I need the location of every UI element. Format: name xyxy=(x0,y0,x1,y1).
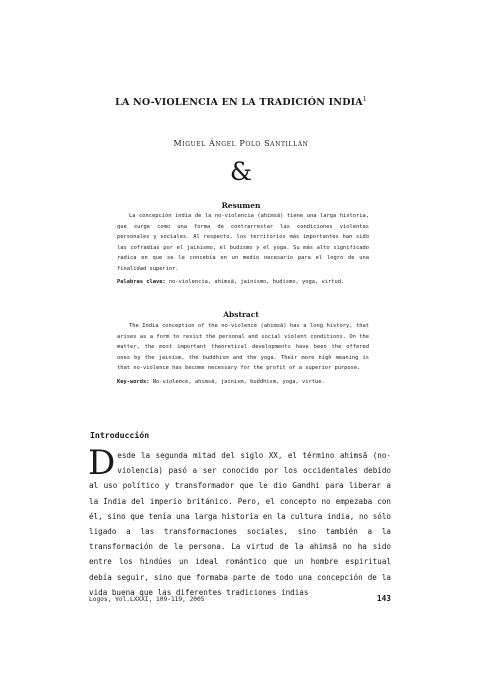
page-number: 143 xyxy=(376,594,391,603)
resumen-heading: Resumen xyxy=(221,201,261,210)
drop-cap: D xyxy=(88,443,116,483)
abstract-section xyxy=(117,321,369,387)
resumen-text: La concepción india de la no-violencia (ahimsā) tiene una larga historia, que surge como una forma de contrarrestar las condiciones violentas personales y sociales. Al respecto, los territorios más importantes han sido las cofradías por el jainismo, el budismo y el yoga. Su más alto significado radica en que se le concebía en un medio necesario para el logro de una finalidad superior. xyxy=(117,213,369,272)
article-title xyxy=(0,96,482,108)
journal-citation: Logos, Vol.LXXXI, 109-119, 2005 xyxy=(89,596,205,603)
resumen-keywords-label: Palabras clave: xyxy=(117,279,166,285)
abstract-keywords xyxy=(117,377,369,388)
introduccion-heading: Introducción xyxy=(90,430,150,440)
author-name: Miguel Ángel Polo Santillán xyxy=(173,139,309,148)
abstract-text: The India conception of the no-violence (ahimsā) has a long history, that arises as a form to resist the personal and social violent conditions. On the matter, the most important theoretical developments have been the offered ones by the jainism, the buddhism and the yoga. Their more high meaning is that no-violence has become necessary for the profit of a superior purpose. xyxy=(117,323,369,371)
title-text: LA NO-VIOLENCIA EN LA TRADICIÓN INDIA xyxy=(115,97,363,109)
abstract-heading: Abstract xyxy=(223,310,259,319)
resumen-keywords-list: no-violencia, ahimsā, jainismo, budismo, yoga, virtud. xyxy=(168,279,345,285)
abstract-keywords-label: Key-words: xyxy=(117,378,150,385)
introduccion-paragraph xyxy=(88,443,391,600)
resumen-section xyxy=(117,211,369,288)
title-footnote-marker[interactable]: 1 xyxy=(362,96,367,103)
resumen-keywords xyxy=(117,277,369,288)
abstract-keywords-list: No-violence, ahimsā, jainism, buddhism, yoga, virtue. xyxy=(152,378,325,385)
introduccion-body xyxy=(88,443,391,600)
introduccion-text: esde la segunda mitad del siglo XX, el término ahimsā (no-violencia) pasó a ser conocido por los occidentales debido al uso político y transformador que le dio Gandhi para liberar a la India del imperio británico. Pero, el concepto no empezaba con él, sino que tenía una larga historia en la cultura india, no sólo ligado a las transformaciones sociales, sino también a la transformación de la persona. La virtud de la ahimsā no ha sido entre los hindúes un ideal romántico que un hombre espiritual debía seguir, sino que formaba parte de todo una concepción de la vida buena que las diferentes tradiciones indias xyxy=(89,451,391,597)
ampersand-ornament: & xyxy=(229,157,253,186)
